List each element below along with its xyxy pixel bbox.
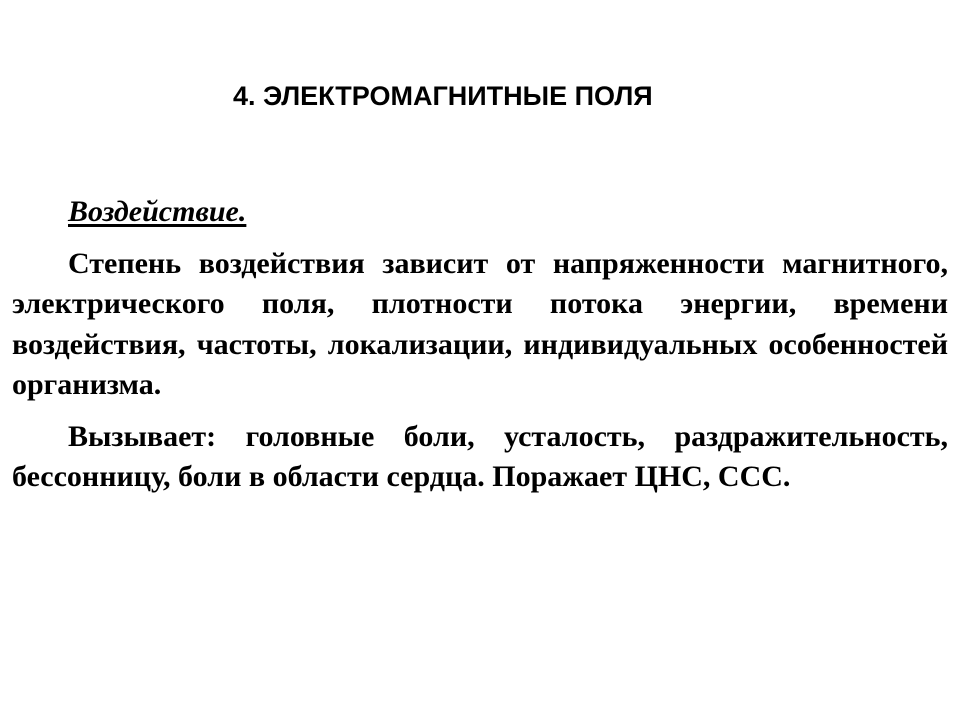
subheading: Воздействие.: [68, 195, 247, 228]
paragraph-influence-factors: Степень воздействия зависит от напряженности магнитного, электрического поля, плотности потока энергии, времени воздействия, частоты, локализации, индивидуальных особенностей организма.: [12, 246, 948, 401]
paragraph-symptoms: Вызывает: головные боли, усталость, раздражительность, бессонницу, боли в области сердца. Поражает ЦНС, ССС.: [12, 419, 948, 493]
slide-body: [12, 192, 948, 509]
slide-title: 4. ЭЛЕКТРОМАГНИТНЫЕ ПОЛЯ: [233, 81, 653, 111]
